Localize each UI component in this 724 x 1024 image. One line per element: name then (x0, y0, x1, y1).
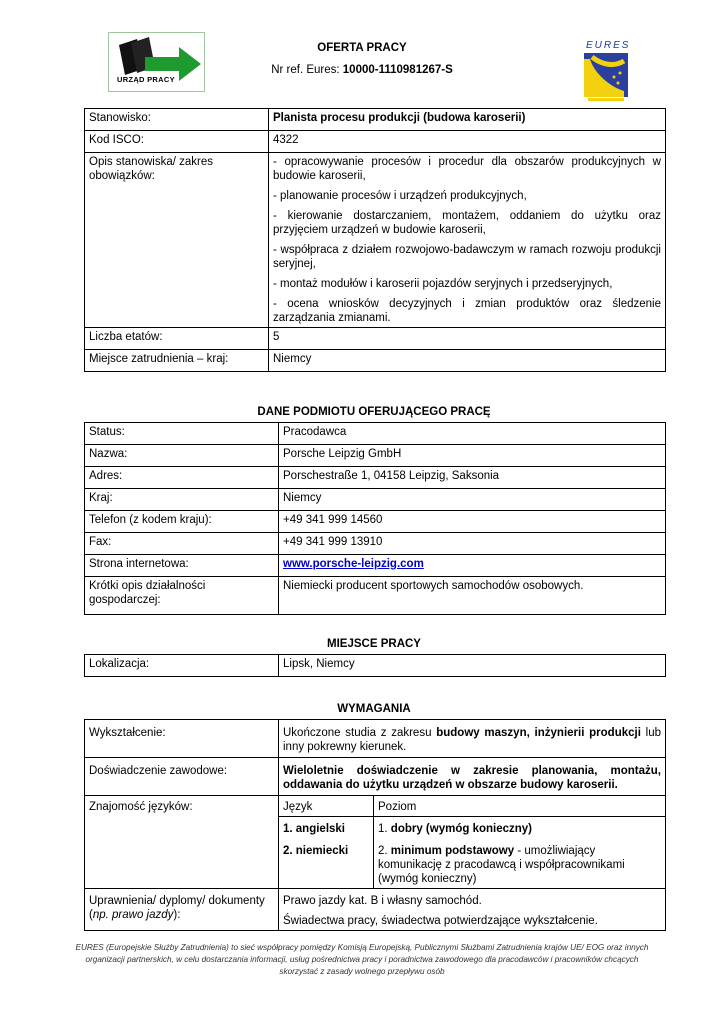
table-row (85, 489, 666, 511)
position-value: Planista procesu produkcji (budowa karoserii) (269, 109, 666, 131)
permits-value (279, 889, 666, 931)
eures-logo-text: EURES (586, 40, 631, 51)
table-row (85, 109, 666, 131)
duty-item: - ocena wniosków decyzyjnych i zmian produktów oraz śledzenie zarządzania zmianami. (273, 298, 661, 324)
level-column-header: Poziom (374, 796, 666, 817)
language-column-header: Język (279, 796, 374, 817)
education-label: Wykształcenie: (85, 720, 279, 758)
experience-value: Wieloletnie doświadczenie w zakresie planowania, montażu, oddawania do użytku urządzeń w obszarze budowy karoserii. (279, 758, 666, 796)
country-value: Niemcy (279, 489, 666, 511)
education-text-end: lub inny pokrewny kierunek. (283, 727, 661, 753)
table-row (85, 720, 666, 758)
table-row (85, 758, 666, 796)
table-row (85, 445, 666, 467)
permits-line-2: Świadectwa pracy, świadectwa potwierdzające wykształcenie. (283, 915, 598, 927)
eures-logo-strip (588, 98, 624, 101)
table-row (85, 131, 666, 153)
table-row (85, 153, 666, 328)
urzad-pracy-logo (108, 32, 205, 92)
languages-cell (279, 817, 374, 889)
permits-label (85, 889, 279, 931)
duty-item: - kierowanie dostarczaniem, montażem, oddaniem do użytku oraz przyjęciem urządzeń w budowie karoserii, (273, 210, 661, 236)
website-label: Strona internetowa: (85, 555, 279, 577)
location-label: Lokalizacja: (85, 655, 279, 677)
duty-item: - opracowywanie procesów i procedur dla obszarów produkcyjnych w budowie karoserii, (273, 156, 661, 182)
languages-label: Znajomość języków: (85, 796, 279, 889)
table-row (85, 350, 666, 372)
website-cell (279, 555, 666, 577)
workplace-table (84, 654, 666, 677)
offer-title: OFERTA PRACY (317, 42, 407, 54)
table-row (85, 328, 666, 350)
duties-list (269, 153, 666, 328)
table-row (85, 555, 666, 577)
business-description-value: Niemiecki producent sportowych samochodów osobowych. (279, 577, 666, 615)
footer-text: to sieć współpracy pomiędzy Komisją Europejską, Publicznymi Służbami Zatrudnienia krajów UE/ EOG oraz innych organizacji partnerskich, w celu dostarczania informacji, usług pośrednictwa pracy i poradnictwa zawodowego dla pracodawców i pracowników chcących skorzystać z zasady wolnego przepływu osób (85, 943, 649, 976)
footer-eures-name: EURES (Europejskie Służby Zatrudnienia) (75, 943, 229, 952)
workplace-country-value: Niemcy (269, 350, 666, 372)
table-row (85, 533, 666, 555)
language-english: 1. angielski (283, 823, 346, 835)
phone-value: +49 341 999 14560 (279, 511, 666, 533)
table-row (85, 467, 666, 489)
requirements-table (84, 719, 666, 931)
table-row (85, 423, 666, 445)
posts-label: Liczba etatów: (85, 328, 269, 350)
table-row (85, 577, 666, 615)
duty-item: - planowanie procesów i urządzeń produkcyjnych, (273, 190, 527, 202)
duty-item: - współpraca z działem rozwojowo-badawczym w ramach rozwoju produkcji seryjnej, (273, 244, 661, 270)
employer-section-title: DANE PODMIOTU OFERUJĄCEGO PRACĘ (257, 406, 491, 418)
reference-label: Nr ref. Eures: (271, 64, 343, 76)
level-english (378, 822, 661, 836)
posts-value: 5 (269, 328, 666, 350)
level-german-note: - umożliwiający komunikację z pracodawcą i współpracownikami (wymóg konieczny) (378, 845, 625, 885)
position-label: Stanowisko: (85, 109, 269, 131)
name-label: Nazwa: (85, 445, 279, 467)
description-label: Opis stanowiska/ zakres obowiązków: (85, 153, 269, 328)
employer-table (84, 422, 666, 615)
level-german-number: 2. (378, 845, 391, 857)
table-row (85, 511, 666, 533)
levels-cell (374, 817, 666, 889)
footer-note (70, 942, 654, 978)
status-value: Pracodawca (279, 423, 666, 445)
permits-label-end: ): (173, 909, 181, 921)
reference-number: 10000-1110981267-S (342, 64, 453, 76)
address-label: Adres: (85, 467, 279, 489)
duty-item: - montaż modułów i karoserii pojazdów seryjnych i przedseryjnych, (273, 278, 613, 290)
location-value: Lipsk, Niemcy (279, 655, 666, 677)
table-row (85, 655, 666, 677)
table-row (85, 889, 666, 931)
status-label: Status: (85, 423, 279, 445)
job-table (84, 108, 666, 372)
permits-line-1: Prawo jazdy kat. B i własny samochód. (283, 895, 482, 907)
phone-label: Telefon (z kodem kraju): (85, 511, 279, 533)
education-fields: budowy maszyn, inżynierii produkcji (436, 727, 641, 739)
website-link[interactable]: www.porsche-leipzig.com (283, 558, 424, 570)
education-text-start: Ukończone studia z zakresu (283, 727, 437, 739)
reference-line (0, 64, 724, 76)
level-english-number: 1. (378, 823, 391, 835)
country-label: Kraj: (85, 489, 279, 511)
fax-value: +49 341 999 13910 (279, 533, 666, 555)
level-german-value: minimum podstawowy (390, 845, 515, 857)
level-german (378, 844, 661, 886)
language-german: 2. niemiecki (283, 845, 349, 857)
isco-value: 4322 (269, 131, 666, 153)
business-description-label: Krótki opis działalności gospodarczej: (85, 577, 279, 615)
education-value (279, 720, 666, 758)
name-value: Porsche Leipzig GmbH (279, 445, 666, 467)
permits-label-example: np. prawo jazdy (92, 909, 174, 921)
isco-label: Kod ISCO: (85, 131, 269, 153)
table-row (85, 796, 666, 817)
experience-label: Doświadczenie zawodowe: (85, 758, 279, 796)
workplace-section-title: MIEJSCE PRACY (327, 638, 421, 650)
address-value: Porschestraße 1, 04158 Leipzig, Saksonia (279, 467, 666, 489)
requirements-section-title: WYMAGANIA (337, 703, 411, 715)
level-english-value: dobry (wymóg konieczny) (390, 823, 533, 835)
urzad-pracy-logo-text: URZĄD PRACY (117, 75, 175, 84)
fax-label: Fax: (85, 533, 279, 555)
workplace-country-label: Miejsce zatrudnienia – kraj: (85, 350, 269, 372)
permits-label-start: Uprawnienia/ dyplomy/ dokumenty ( (89, 895, 265, 921)
